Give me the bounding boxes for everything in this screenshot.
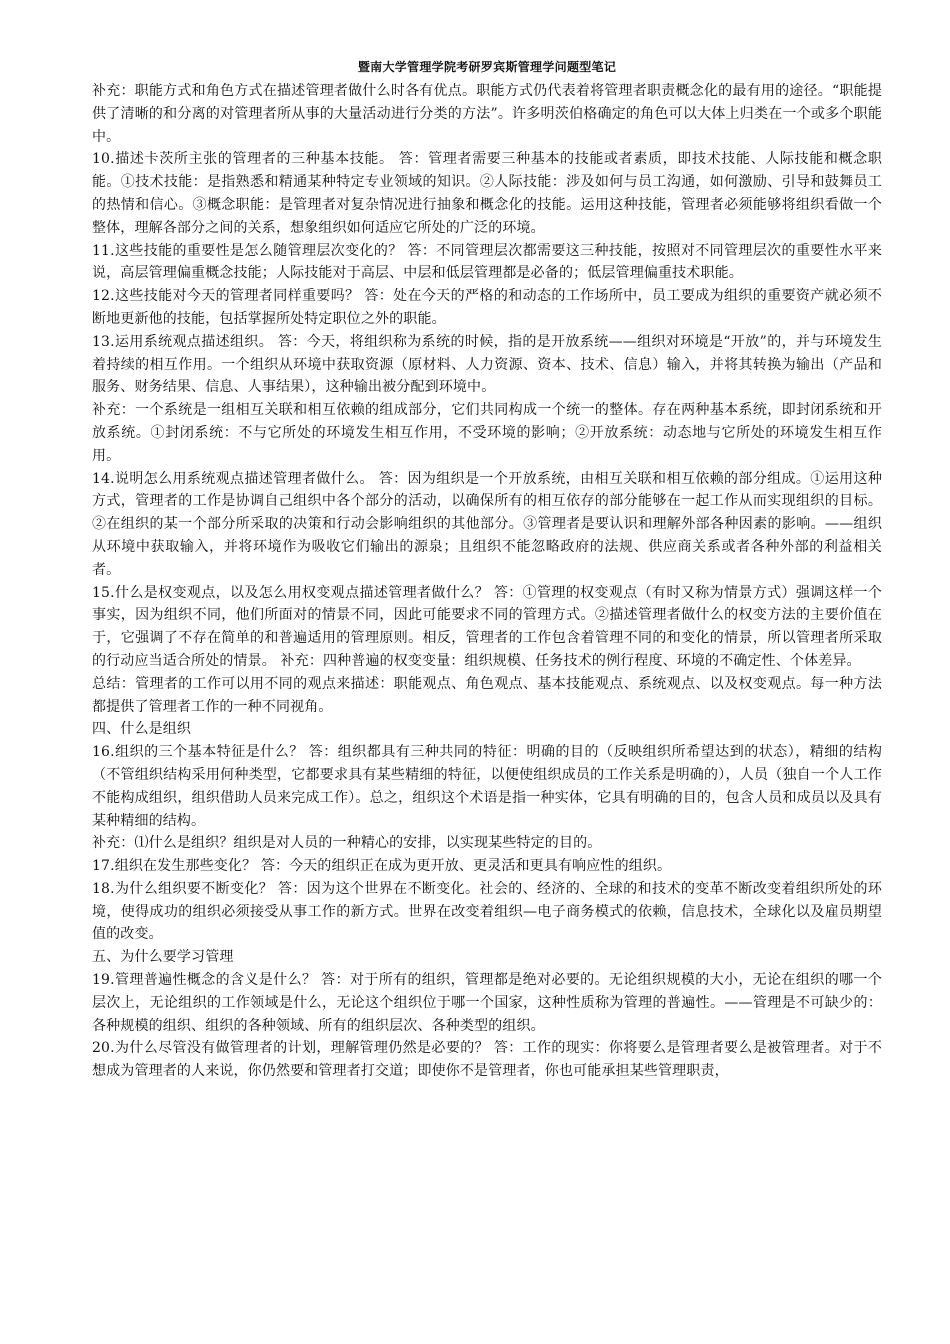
document-page bbox=[92, 58, 882, 1083]
question-11: 11.这些技能的重要性是怎么随管理层次变化的？ 答：不同管理层次都需要这三种技能，按照对不同管理层次的重要性水平来说，高层管理偏重概念技能；人际技能对于高层、中层和低层管理都是必备的；低层管理偏重技术职能。 bbox=[92, 242, 882, 282]
paragraph-supplement-functions-roles: 补充：职能方式和角色方式在描述管理者做什么时各有优点。职能方式仍代表着将管理者职责概念化的最有用的途径。“职能提供了清晰的和分离的对管理者所从事的大量活动进行分类的方法”。许多明茨伯格确定的角色可以大体上归类在一个或多个职能中。 bbox=[92, 83, 882, 145]
question-14: 14.说明怎么用系统观点描述管理者做什么。 答：因为组织是一个开放系统，由相互关联和相互依赖的部分组成。①运用这种方式，管理者的工作是协调自己组织中各个部分的活动，以确保所有的相互依存的部分能够在一起工作从而实现组织的目标。②在组织的某一个部分所采取的决策和行动会影响组织的其他部分。③管理者是要认识和理解外部各种因素的影响。——组织从环境中获取输入，并将环境作为吸收它们输出的源泉；且组织不能忽略政府的法规、供应商关系或者各种外部的利益相关者。 bbox=[92, 470, 882, 578]
question-12: 12.这些技能对今天的管理者同样重要吗？ 答：处在今天的严格的和动态的工作场所中，员工要成为组织的重要资产就必须不断地更新他的技能，包括掌握所处特定职位之外的职能。 bbox=[92, 288, 882, 327]
question-18: 18.为什么组织要不断变化？ 答：因为这个世界在不断变化。社会的、经济的、全球的和技术的变革不断改变着组织所处的环境，使得成功的组织必须接受从事工作的新方式。世界在改变着组织—电子商务模式的依赖，信息技术，全球化以及雇员期望值的改变。 bbox=[92, 880, 882, 943]
question-17: 17.组织在发生那些变化？ 答：今天的组织正在成为更开放、更灵活和更具有响应性的组织。 bbox=[92, 858, 672, 875]
paragraph-supplement-systems: 补充：一个系统是一组相互关联和相互依赖的组成部分，它们共同构成一个统一的整体。存在两种基本系统，即封闭系统和开放系统。①封闭系统：不与它所处的环境发生相互作用，不受环境的影响；②开放系统：动态地与它所处的环境发生相互作用。 bbox=[92, 402, 882, 464]
document-title: 暨南大学管理学院考研罗宾斯管理学问题型笔记 bbox=[357, 60, 617, 74]
question-16: 16.组织的三个基本特征是什么？ 答：组织都具有三种共同的特征：明确的目的（反映组织所希望达到的状态），精细的结构（不管组织结构采用何种类型，它都要求具有某些精细的特征，以便使组织成员的工作关系是明确的），人员（独自一个人工作不能构成组织，组织借助人员来完成工作）。总之，组织这个术语是指一种实体，它具有明确的目的，包含人员和成员以及具有某种精细的结构。 bbox=[92, 744, 882, 829]
question-20: 20.为什么尽管没有做管理者的计划，理解管理仍然是必要的？ 答：工作的现实：你将要么是管理者要么是被管理者。对于不想成为管理者的人来说，你仍然要和管理者打交道；即使你不是管理者，你也可能承担某些管理职责， bbox=[92, 1040, 882, 1080]
question-10: 10.描述卡茨所主张的管理者的三种基本技能。 答：管理者需要三种基本的技能或者素质，即技术技能、人际技能和概念职能。①技术技能：是指熟悉和精通某种特定专业领域的知识。②人际技能：涉及如何与员工沟通，如何激励、引导和鼓舞员工的热情和信心。③概念职能：是管理者对复杂情况进行抽象和概念化的技能。运用这种技能，管理者必须能够将组织看做一个整体，理解各部分之间的关系，想象组织如何适应它所处的广泛的环境。 bbox=[92, 151, 882, 236]
section-heading-why-study-management: 五、为什么要学习管理 bbox=[92, 949, 234, 966]
question-13: 13.运用系统观点描述组织。 答：今天，将组织称为系统的时候，指的是开放系统——组织对环境是“开放”的，并与环境发生着持续的相互作用。一个组织从环境中获取资源（原材料、人力资源、资本、技术、信息）输入，并将其转换为输出（产品和服务、财务结果、信息、人事结果），这种输出被分配到环境中。 bbox=[92, 333, 882, 396]
paragraph-supplement-organization: 补充：⑴什么是组织？组织是对人员的一种精心的安排，以实现某些特定的目的。 bbox=[92, 835, 602, 852]
paragraph-summary: 总结：管理者的工作可以用不同的观点来描述：职能观点、角色观点、基本技能观点、系统观点、以及权变观点。每一种方法都提供了管理者工作的一种不同视角。 bbox=[92, 675, 882, 715]
question-19: 19.管理普遍性概念的含义是什么？ 答：对于所有的组织，管理都是绝对必要的。无论组织规模的大小，无论在组织的哪一个层次上，无论组织的工作领域是什么，无论这个组织位于哪一个国家，这种性质称为管理的普遍性。——管理是不可缺少的：各种规模的组织、组织的各种领域、所有的组织层次、各种类型的组织。 bbox=[92, 972, 882, 1034]
question-15: 15.什么是权变观点，以及怎么用权变观点描述管理者做什么？ 答：①管理的权变观点（有时又称为情景方式）强调这样一个事实，因为组织不同，他们所面对的情景不同，因此可能要求不同的管理方式。②描述管理者做什么的权变方法的主要价值在于，它强调了不存在简单的和普遍适用的管理原则。相反，管理者的工作包含着管理不同的和变化的情景，所以管理者所采取的行动应当适合所处的情景。 补充：四种普遍的权变变量：组织规模、任务技术的例行程度、环境的不确定性、个体差异。 bbox=[92, 584, 882, 669]
section-heading-what-is-organization: 四、什么是组织 bbox=[92, 721, 192, 738]
